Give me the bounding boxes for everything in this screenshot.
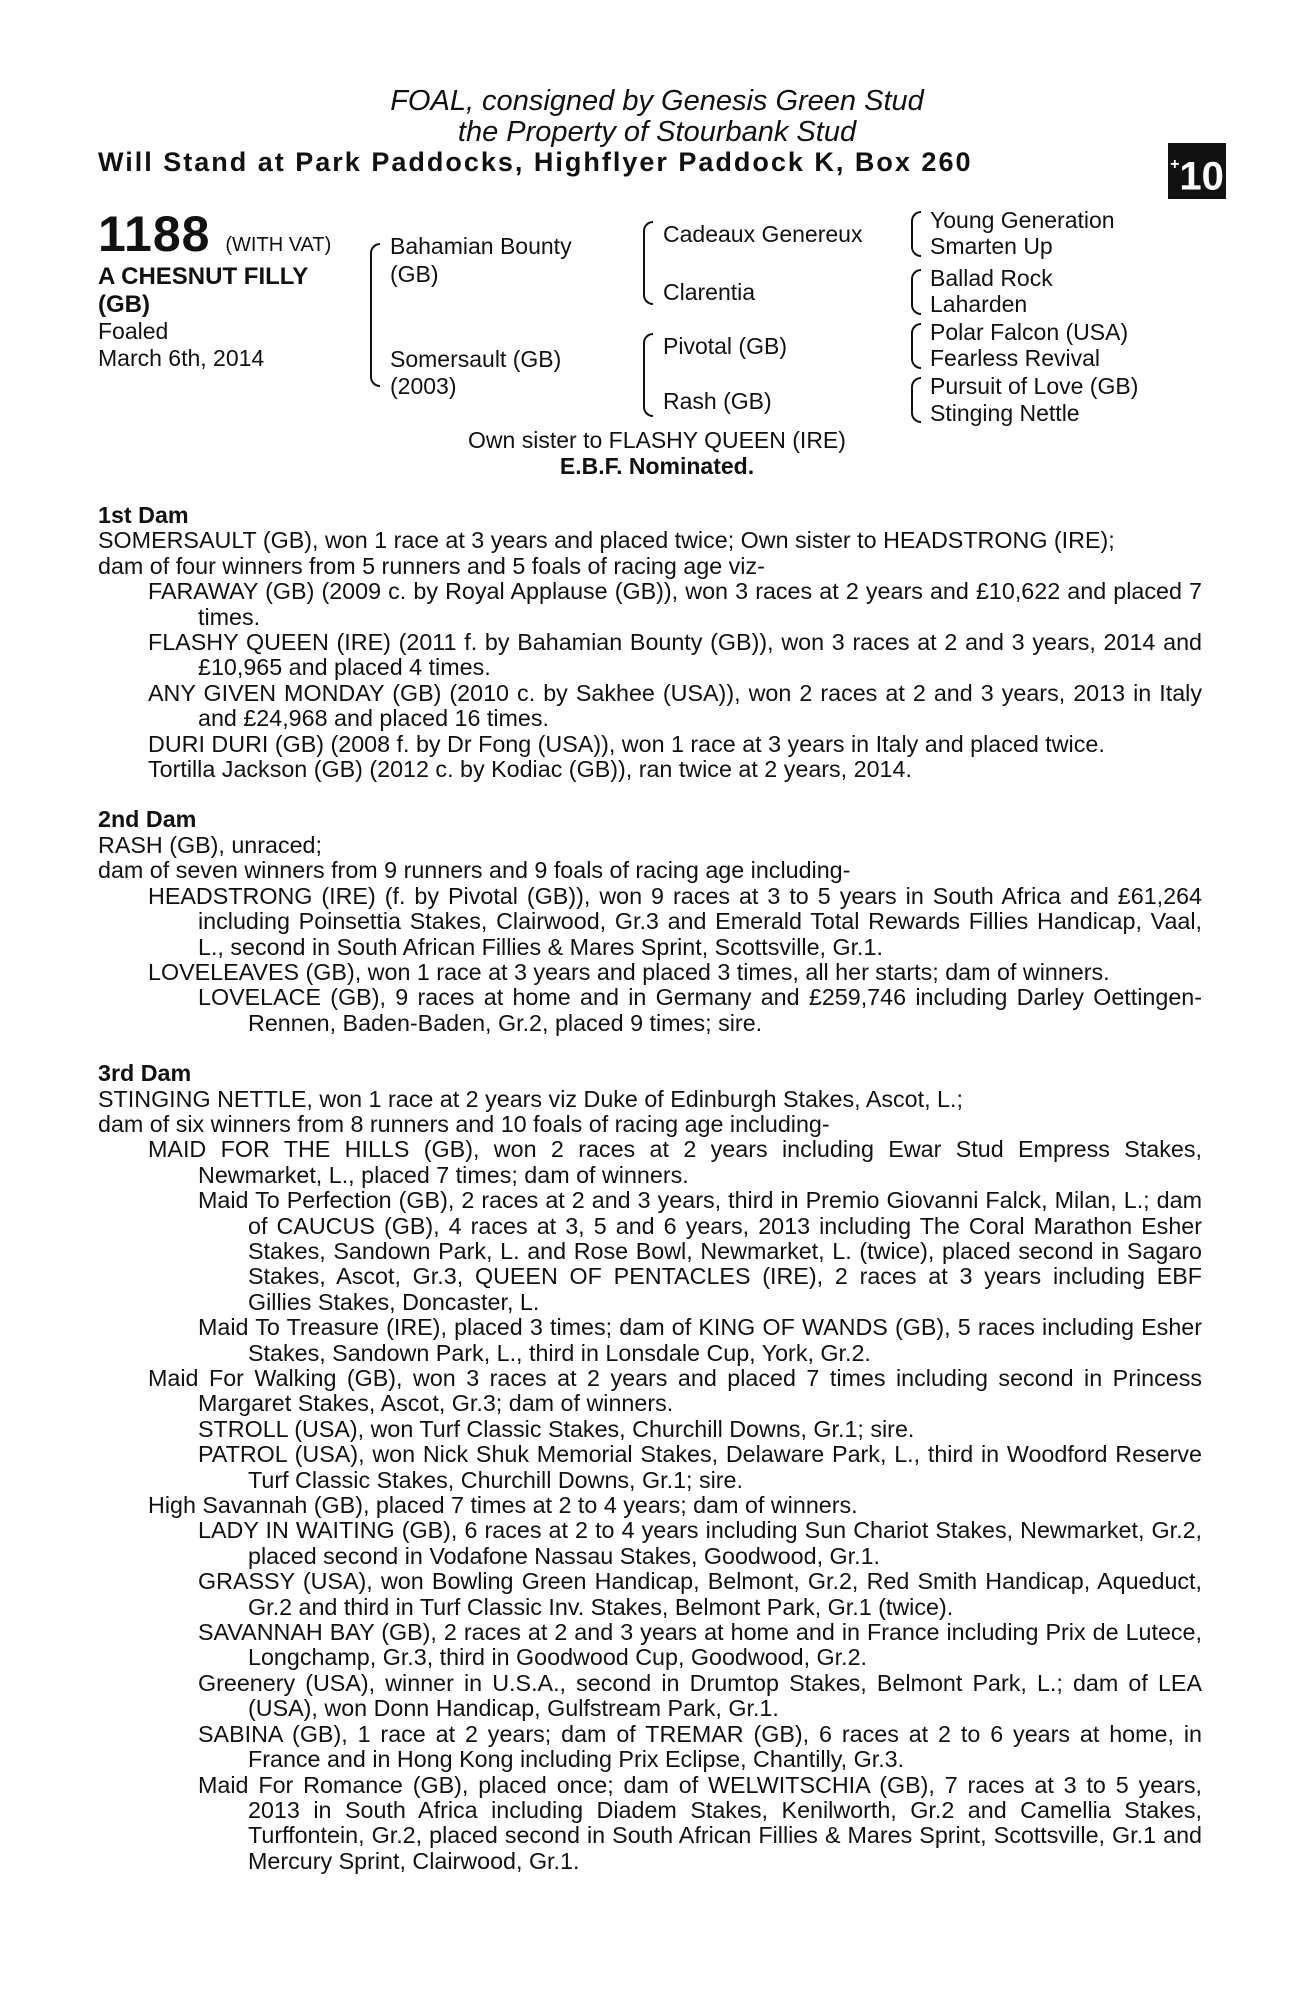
pedigree-ddd: Stinging Nettle xyxy=(930,400,1080,426)
dam3-line: Maid For Romance (GB), placed once; dam of WELWITSCHIA (GB), 7 races at 3 to 5 years, 2013 in South Africa including Diadem Stakes, Kenilworth, Gr.2 and Camellia Stakes, Turffontein, Gr.2, placed second in South African Fillies & Mares Sprint, Scottsville, Gr.1 and Mercury Sprint, Clairwood, Gr.1. xyxy=(198,1771,1202,1874)
pedigree-dam-year: (2003) xyxy=(390,373,457,399)
pedigree-sire-country: (GB) xyxy=(390,261,439,287)
dam2-line: RASH (GB), unraced; xyxy=(98,831,322,858)
dam3-line: Maid To Treasure (IRE), placed 3 times; dam of KING OF WANDS (GB), 5 races including Esher Stakes, Sandown Park, L., third in Lonsdale Cup, York, Gr.2. xyxy=(198,1314,1202,1366)
dam1-line: dam of four winners from 5 runners and 5 foals of racing age viz- xyxy=(98,552,765,579)
dam3-line: STINGING NETTLE, won 1 race at 2 years viz Duke of Edinburgh Stakes, Ascot, L.; xyxy=(98,1085,963,1112)
pedigree-brace-gen3-4 xyxy=(911,377,921,423)
pedigree-brace-gen3-3 xyxy=(911,323,921,369)
dam3-line: GRASSY (USA), won Bowling Green Handicap, Belmont, Gr.2, Red Smith Handicap, Aqueduct, Gr.2 and third in Turf Classic Inv. Stakes, Belmont Park, Gr.1 (twice). xyxy=(198,1568,1202,1620)
vat-note: (WITH VAT) xyxy=(225,234,332,256)
dam3-line: LADY IN WAITING (GB), 6 races at 2 to 4 years including Sun Chariot Stakes, Newmarket, Gr.2, placed second in Vodafone Nassau Stakes, Goodwood, Gr.1. xyxy=(198,1517,1202,1569)
pedigree-dss: Polar Falcon (USA) xyxy=(930,319,1129,345)
horse-name-line2: (GB) xyxy=(98,291,150,318)
pedigree-dsd: Fearless Revival xyxy=(930,345,1100,371)
dam3-line: PATROL (USA), won Nick Shuk Memorial Stakes, Delaware Park, L., third in Woodford Reserve Turf Classic Stakes, Churchill Downs, Gr.1; sire. xyxy=(198,1441,1202,1493)
section-heading-1st-dam: 1st Dam xyxy=(98,502,189,528)
dam3-line: Maid For Walking (GB), won 3 races at 2 years and placed 7 times including second in Princess Margaret Stakes, Ascot, Gr.3; dam of winners. xyxy=(148,1365,1202,1417)
pedigree-dam-dam: Rash (GB) xyxy=(663,388,772,414)
pedigree-sire: Bahamian Bounty xyxy=(390,233,572,259)
dam3-line: dam of six winners from 8 runners and 10 foals of racing age including- xyxy=(98,1110,830,1137)
pedigree-brace-gen3-1 xyxy=(911,211,921,257)
dam1-line: DURI DURI (GB) (2008 f. by Dr Fong (USA)), won 1 race at 3 years in Italy and placed twice. xyxy=(148,730,1105,757)
pedigree-sdd: Laharden xyxy=(930,291,1028,317)
dam1-line: ANY GIVEN MONDAY (GB) (2010 c. by Sakhee (USA)), won 2 races at 2 and 3 years, 2013 in Italy and £24,968 and placed 16 times. xyxy=(148,679,1202,732)
pedigree-dds: Pursuit of Love (GB) xyxy=(930,373,1139,399)
stand-location: Will Stand at Park Paddocks, Highflyer Paddock K, Box 260 xyxy=(98,147,973,177)
pedigree-sss: Young Generation xyxy=(930,207,1115,233)
dam3-line: High Savannah (GB), placed 7 times at 2 to 4 years; dam of winners. xyxy=(148,1492,858,1519)
property-line: the Property of Stourbank Stud xyxy=(457,116,857,148)
dam2-line: LOVELACE (GB), 9 races at home and in Germany and £259,746 including Darley Oettingen-Rennen, Baden-Baden, Gr.2, placed 9 times; sire. xyxy=(198,984,1202,1036)
catalogue-body xyxy=(98,503,1202,1874)
foaled-info xyxy=(98,318,264,372)
pedigree-sire-dam: Clarentia xyxy=(663,279,756,305)
dam1-line: FLASHY QUEEN (IRE) (2011 f. by Bahamian Bounty (GB)), won 3 races at 2 and 3 years, 2014 and £10,965 and placed 4 times. xyxy=(148,629,1202,681)
dam2-line: HEADSTRONG (IRE) (f. by Pivotal (GB)), won 9 races at 3 to 5 years in South Africa and £61,264 including Poinsettia Stakes, Clairwood, Gr.3 and Emerald Total Rewards Fillies Handicap, Vaal, L., second in South African Fillies & Mares Sprint, Scottsville, Gr.1. xyxy=(148,882,1202,960)
dam1-line: SOMERSAULT (GB), won 1 race at 3 years and placed twice; Own sister to HEADSTRONG (IRE); xyxy=(98,527,1115,554)
pedigree-dam: Somersault (GB) xyxy=(390,346,562,372)
consignor-line: FOAL, consigned by Genesis Green Stud xyxy=(390,85,924,117)
lot-number xyxy=(98,205,331,263)
badge-plus: + xyxy=(1170,156,1180,173)
horse-description xyxy=(98,263,308,319)
horse-name-line1: A CHESNUT FILLY xyxy=(98,263,309,290)
pedigree-ssd: Smarten Up xyxy=(930,233,1053,259)
pedigree-brace-sire xyxy=(643,221,653,305)
badge-number: 10 xyxy=(1179,154,1224,199)
covering-badge xyxy=(1168,143,1226,199)
dam1-line: FARAWAY (GB) (2009 c. by Royal Applause (GB)), won 3 races at 2 years and £10,622 and placed 7 times. xyxy=(148,578,1202,630)
pedigree-brace-dam xyxy=(643,333,653,417)
dam3-line: SAVANNAH BAY (GB), 2 races at 2 and 3 years at home and in France including Prix de Lutece, Longchamp, Gr.3, third in Goodwood Cup, Goodwood, Gr.2. xyxy=(198,1619,1202,1671)
foaled-date: March 6th, 2014 xyxy=(98,345,265,371)
dam3-line: STROLL (USA), won Turf Classic Stakes, Churchill Downs, Gr.1; sire. xyxy=(198,1415,915,1442)
dam3-line: SABINA (GB), 1 race at 2 years; dam of TREMAR (GB), 6 races at 2 to 6 years at home, in France and in Hong Kong including Prix Eclipse, Chantilly, Gr.3. xyxy=(198,1720,1202,1773)
pedigree-brace-gen3-2 xyxy=(911,269,921,315)
lot-number-value: 1188 xyxy=(98,206,211,262)
pedigree-sds: Ballad Rock xyxy=(930,265,1053,291)
section-heading-2nd-dam: 2nd Dam xyxy=(98,806,197,833)
pedigree-brace-main xyxy=(370,243,380,387)
dam1-line: Tortilla Jackson (GB) (2012 c. by Kodiac (GB)), ran twice at 2 years, 2014. xyxy=(148,756,912,783)
ebf-nominated: E.B.F. Nominated. xyxy=(559,453,755,479)
section-heading-3rd-dam: 3rd Dam xyxy=(98,1060,192,1087)
dam2-line: dam of seven winners from 9 runners and 9 foals of racing age including- xyxy=(98,857,851,884)
pedigree-dam-sire: Pivotal (GB) xyxy=(663,333,787,359)
own-sister-note: Own sister to FLASHY QUEEN (IRE) xyxy=(468,427,846,453)
pedigree-sire-sire: Cadeaux Genereux xyxy=(663,221,863,247)
dam3-line: Greenery (USA), winner in U.S.A., second in Drumtop Stakes, Belmont Park, L.; dam of LEA (USA), won Donn Handicap, Gulfstream Park, Gr.1. xyxy=(198,1669,1202,1722)
dam3-line: MAID FOR THE HILLS (GB), won 2 races at 2 years including Ewar Stud Empress Stakes, Newmarket, L., placed 7 times; dam of winners. xyxy=(148,1136,1202,1188)
dam2-line: LOVELEAVES (GB), won 1 race at 3 years and placed 3 times, all her starts; dam of winners. xyxy=(148,958,1110,985)
dam3-line: Maid To Perfection (GB), 2 races at 2 and 3 years, third in Premio Giovanni Falck, Milan, L.; dam of CAUCUS (GB), 4 races at 3, 5 and 6 years, 2013 including The Coral Marathon Esher Stakes, Sandown Park, L. and Rose Bowl, Newmarket, L. (twice), placed second in Sagaro Stakes, Ascot, Gr.3, QUEEN OF PENTACLES (IRE), 2 races at 3 years including EBF Gillies Stakes, Doncaster, L. xyxy=(198,1187,1202,1315)
foaled-label: Foaled xyxy=(98,318,169,344)
